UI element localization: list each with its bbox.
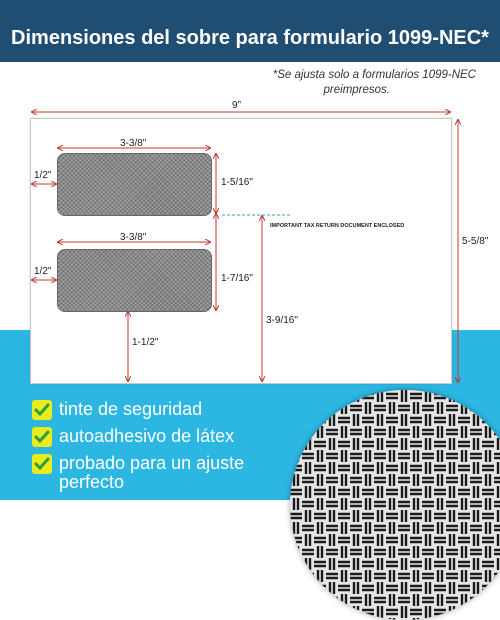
feature-text: autoadhesivo de látex xyxy=(59,426,235,446)
feature-item xyxy=(32,400,292,420)
dim-notice-height: 3-9/16" xyxy=(266,315,298,326)
notice-text: IMPORTANT TAX RETURN DOCUMENT ENCLOSED xyxy=(270,223,405,229)
dim-window1-left: 1/2" xyxy=(34,170,52,181)
feature-text: probado para un ajuste perfecto xyxy=(59,453,245,492)
check-icon xyxy=(32,427,52,447)
check-icon xyxy=(32,454,52,474)
feature-text: tinte de seguridad xyxy=(59,399,203,419)
dim-height-total: 5-5/8" xyxy=(462,236,489,247)
dim-window1-height: 1-5/16" xyxy=(221,177,253,188)
dim-window1-width: 3-3/8" xyxy=(120,138,147,149)
dim-window2-bottom: 1-1/2" xyxy=(132,337,159,348)
dim-window2-width: 3-3/8" xyxy=(120,232,147,243)
feature-list xyxy=(32,400,292,499)
page-title: Dimensiones del sobre para formulario 1099-NEC* xyxy=(11,27,489,49)
check-icon xyxy=(32,400,52,420)
woven-pattern-icon xyxy=(290,390,500,620)
dim-width-total: 9" xyxy=(232,100,242,111)
feature-item xyxy=(32,454,292,492)
fit-note-line2: preimpresos. xyxy=(323,84,390,96)
dim-window2-left: 1/2" xyxy=(34,266,52,277)
feature-item xyxy=(32,427,292,447)
fit-note-line1: *Se ajusta solo a formularios 1099-NEC xyxy=(272,69,476,81)
dim-window2-top-offset: 1-7/16" xyxy=(221,273,253,284)
